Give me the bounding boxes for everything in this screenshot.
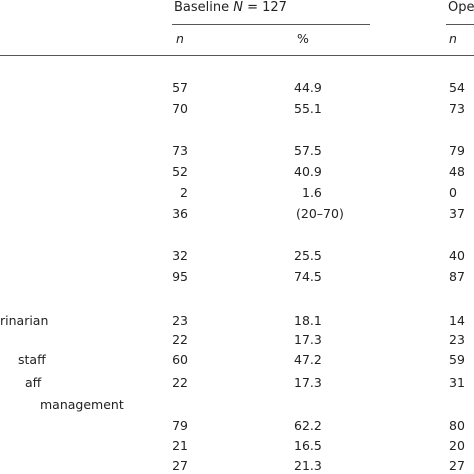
- row-label-staff: staff: [18, 352, 46, 367]
- cell-percent: 17.3: [294, 332, 322, 347]
- cell-percent: 40.9: [294, 164, 322, 179]
- operative-spanner-rule: [446, 24, 474, 25]
- cell-operative-n: 23: [449, 332, 465, 347]
- cell-operative-n: 0: [449, 185, 457, 200]
- baseline-n-variable: N: [233, 0, 243, 15]
- row-label-staff-2: aff: [25, 375, 42, 390]
- cell-n: 22: [172, 375, 188, 390]
- cell-percent: 17.3: [294, 375, 322, 390]
- cell-n: 22: [172, 332, 188, 347]
- cell-operative-n: 87: [449, 269, 465, 284]
- column-header-operative-n: n: [449, 31, 457, 46]
- cell-n: 36: [172, 206, 188, 221]
- cell-range: (20–70): [296, 206, 344, 221]
- cell-percent: 16.5: [294, 438, 322, 453]
- cell-operative-n: 48: [449, 164, 465, 179]
- baseline-label: Baseline: [174, 0, 234, 15]
- column-header-n: n: [176, 31, 184, 46]
- cell-percent: 74.5: [294, 269, 322, 284]
- cell-percent: 44.9: [294, 80, 322, 95]
- cell-percent: 18.1: [294, 313, 322, 328]
- cell-n: 60: [172, 352, 188, 367]
- cell-percent: 57.5: [294, 143, 322, 158]
- cell-percent: 1.6: [302, 185, 322, 200]
- cell-n: 73: [172, 143, 188, 158]
- cell-operative-n: 14: [449, 313, 465, 328]
- cell-operative-n: 31: [449, 375, 465, 390]
- cell-operative-n: 40: [449, 248, 465, 263]
- cell-percent: 55.1: [294, 101, 322, 116]
- cell-percent: 62.2: [294, 418, 322, 433]
- baseline-spanner-rule: [172, 24, 370, 25]
- cell-n: 27: [172, 458, 188, 473]
- cell-n: 21: [172, 438, 188, 453]
- row-label-management: management: [40, 397, 124, 412]
- cell-n: 57: [172, 80, 188, 95]
- cell-operative-n: 27: [449, 458, 465, 473]
- header-rule: [0, 55, 474, 56]
- cell-operative-n: 54: [449, 80, 465, 95]
- cell-n: 79: [172, 418, 188, 433]
- operative-header: Ope: [448, 0, 474, 15]
- cell-percent: 47.2: [294, 352, 322, 367]
- cell-percent: 21.3: [294, 458, 322, 473]
- cell-percent: 25.5: [294, 248, 322, 263]
- cell-n: 95: [172, 269, 188, 284]
- cell-operative-n: 80: [449, 418, 465, 433]
- cell-operative-n: 59: [449, 352, 465, 367]
- cell-n: 2: [180, 185, 188, 200]
- cell-n: 23: [172, 313, 188, 328]
- baseline-header: [174, 0, 287, 15]
- cell-operative-n: 20: [449, 438, 465, 453]
- baseline-n-value: = 127: [242, 0, 287, 15]
- cell-operative-n: 79: [449, 143, 465, 158]
- column-header-percent: %: [297, 31, 309, 46]
- cell-n: 52: [172, 164, 188, 179]
- cell-n: 70: [172, 101, 188, 116]
- cell-operative-n: 73: [449, 101, 465, 116]
- cell-n: 32: [172, 248, 188, 263]
- row-label-veterinarian: rinarian: [0, 313, 49, 328]
- cell-operative-n: 37: [449, 206, 465, 221]
